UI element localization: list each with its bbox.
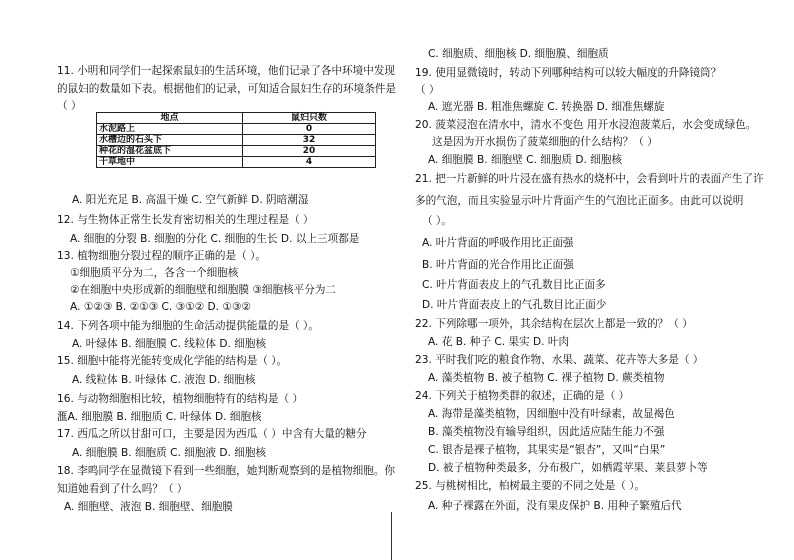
q19-stem: 19. 使用显微镜时，转动下列哪种结构可以较大幅度的升降镜筒？ bbox=[415, 67, 722, 79]
header-location: 地点 bbox=[97, 113, 243, 124]
q24-option-c: C. 银杏是裸子植物，其果实是“银杏”，又叫“白果” bbox=[428, 444, 666, 456]
q21-line2: 多的气泡，而且实验显示叶片背面产生的气泡比正面多。由此可以说明 bbox=[415, 195, 744, 207]
q21-option-b: B. 叶片背面的光合作用比正面强 bbox=[422, 259, 574, 271]
cell-location: 水泥路上 bbox=[97, 124, 243, 135]
q11-line1: 11. 小明和同学们一起探索鼠妇的生活环境，他们记录了各中环境中发现 bbox=[57, 65, 396, 77]
table-row bbox=[97, 124, 376, 135]
q13-step1: ①细胞质平分为二，各含一个细胞核 bbox=[70, 267, 239, 279]
q18-options: A. 细胞壁、液泡 B. 细胞壁、细胞膜 bbox=[64, 501, 233, 513]
q23-stem: 23. 平时我们吃的粮食作物、水果、蔬菜、花卉等大多是（ ） bbox=[415, 354, 704, 366]
q14-options: A. 叶绿体 B. 细胞膜 C. 线粒体 D. 细胞核 bbox=[72, 338, 267, 350]
q24-option-d: D. 被子植物种类最多，分布极广，如栖霞苹果、莱县萝卜等 bbox=[428, 462, 708, 474]
q22-stem: 22. 下列除哪一项外，其余结构在层次上都是一致的？（ ） bbox=[415, 318, 693, 330]
q11-line2: 的鼠妇的数量如下表。根据他们的记录，可知适合鼠妇生存的环境条件是 bbox=[57, 83, 396, 95]
q21-line1: 21. 把一片新鲜的叶片浸在盛有热水的烧杯中，会看到叶片的表面产生了许 bbox=[415, 173, 764, 185]
q18-line2: 知道她看到了什么吗？（ ） bbox=[57, 483, 188, 495]
cell-location: 种花的湿花盆底下 bbox=[97, 146, 243, 157]
cell-count: 4 bbox=[243, 157, 376, 168]
q13-step2: ②在细胞中央形成新的细胞壁和细胞膜 ③细胞核平分为二 bbox=[70, 284, 337, 296]
q16-options: 滙A. 细胞膜 B. 细胞质 C. 叶绿体 D. 细胞核 bbox=[57, 411, 262, 423]
cell-count: 32 bbox=[243, 135, 376, 146]
q21-line3: （ ）。 bbox=[422, 215, 452, 227]
q18-options-cont: C. 细胞质、细胞核 D. 细胞膜、细胞质 bbox=[428, 48, 609, 60]
cell-count: 20 bbox=[243, 146, 376, 157]
q25-stem: 25. 与桃树相比，柏树最主要的不同之处是（ ）。 bbox=[415, 480, 646, 492]
q19-paren: （ ） bbox=[415, 84, 440, 96]
q17-options: A. 细胞膜 B. 细胞质 C. 细胞液 D. 细胞核 bbox=[72, 447, 267, 459]
q21-option-d: D. 叶片背面表皮上的气孔数目比正面少 bbox=[422, 299, 607, 311]
q24-option-a: A. 海带是藻类植物，因细胞中没有叶绿素，故显褐色 bbox=[428, 408, 675, 420]
q15-options: A. 线粒体 B. 叶绿体 C. 液泡 D. 细胞核 bbox=[72, 374, 256, 386]
q20-line2: 这是因为开水损伤了菠菜细胞的什么结构？（ ） bbox=[432, 136, 658, 148]
q16-stem: 16. 与动物细胞相比较，植物细胞特有的结构是（ ） bbox=[57, 393, 304, 405]
cell-count: 0 bbox=[243, 124, 376, 135]
q23-options: A. 藻类植物 B. 被子植物 C. 裸子植物 D. 蕨类植物 bbox=[428, 372, 665, 384]
q18-line1: 18. 李鸣同学在显微镜下看到一些细胞，她判断观察到的是植物细胞。你 bbox=[57, 465, 396, 477]
q13-stem: 13. 植物细胞分裂过程的顺序正确的是（ ）。 bbox=[57, 250, 266, 262]
q12-options: A. 细胞的分裂 B. 细胞的分化 C. 细胞的生长 D. 以上三项都是 bbox=[70, 233, 360, 245]
q14-stem: 14. 下列各项中能为细胞的生命活动提供能量的是（ ）。 bbox=[57, 320, 319, 332]
q11-line3: （ ） bbox=[57, 100, 82, 112]
cell-location: 水槽边的石头下 bbox=[97, 135, 243, 146]
q24-option-b: B. 藻类植物没有输导组织，因此适应陆生能力不强 bbox=[428, 426, 665, 438]
q11-options: A. 阳光充足 B. 高温干燥 C. 空气新鲜 D. 阴暗潮湿 bbox=[72, 194, 309, 206]
header-count: 鼠妇只数 bbox=[243, 113, 376, 124]
q12-stem: 12. 与生物体正常生长发育密切相关的生理过程是（ ） bbox=[57, 214, 314, 226]
q21-option-a: A. 叶片背面的呼吸作用比正面强 bbox=[422, 237, 574, 249]
table-row bbox=[97, 135, 376, 146]
q17-stem: 17. 西瓜之所以甘甜可口，主要是因为西瓜（ ）中含有大量的糖分 bbox=[57, 428, 367, 440]
cell-location: 干草地中 bbox=[97, 157, 243, 168]
q21-option-c: C. 叶片背面表皮上的气孔数目比正面多 bbox=[422, 279, 606, 291]
q20-line1: 20. 菠菜浸泡在清水中，清水不变色 用开水浸泡菠菜后，水会变成绿色。 bbox=[415, 119, 757, 131]
q24-stem: 24. 下列关于植物类群的叙述，正确的是（ ） bbox=[415, 390, 630, 402]
table-row bbox=[97, 146, 376, 157]
q20-options: A. 细胞膜 B. 细胞壁 C. 细胞质 D. 细胞核 bbox=[428, 154, 623, 166]
q15-stem: 15. 细胞中能将光能转变成化学能的结构是（ ）。 bbox=[57, 355, 288, 367]
table-row bbox=[97, 157, 376, 168]
q19-options: A. 遮光器 B. 粗准焦螺旋 C. 转换器 D. 细准焦螺旋 bbox=[428, 101, 665, 113]
q13-options: A. ①②③ B. ②①③ C. ③①② D. ①③② bbox=[70, 301, 251, 313]
q25-options: A. 种子裸露在外面，没有果皮保护 B. 用种子繁殖后代 bbox=[428, 500, 682, 512]
table-header-row bbox=[97, 113, 376, 124]
column-divider bbox=[391, 512, 392, 560]
habitat-table bbox=[96, 112, 376, 168]
q22-options: A. 花 B. 种子 C. 果实 D. 叶肉 bbox=[428, 336, 570, 348]
